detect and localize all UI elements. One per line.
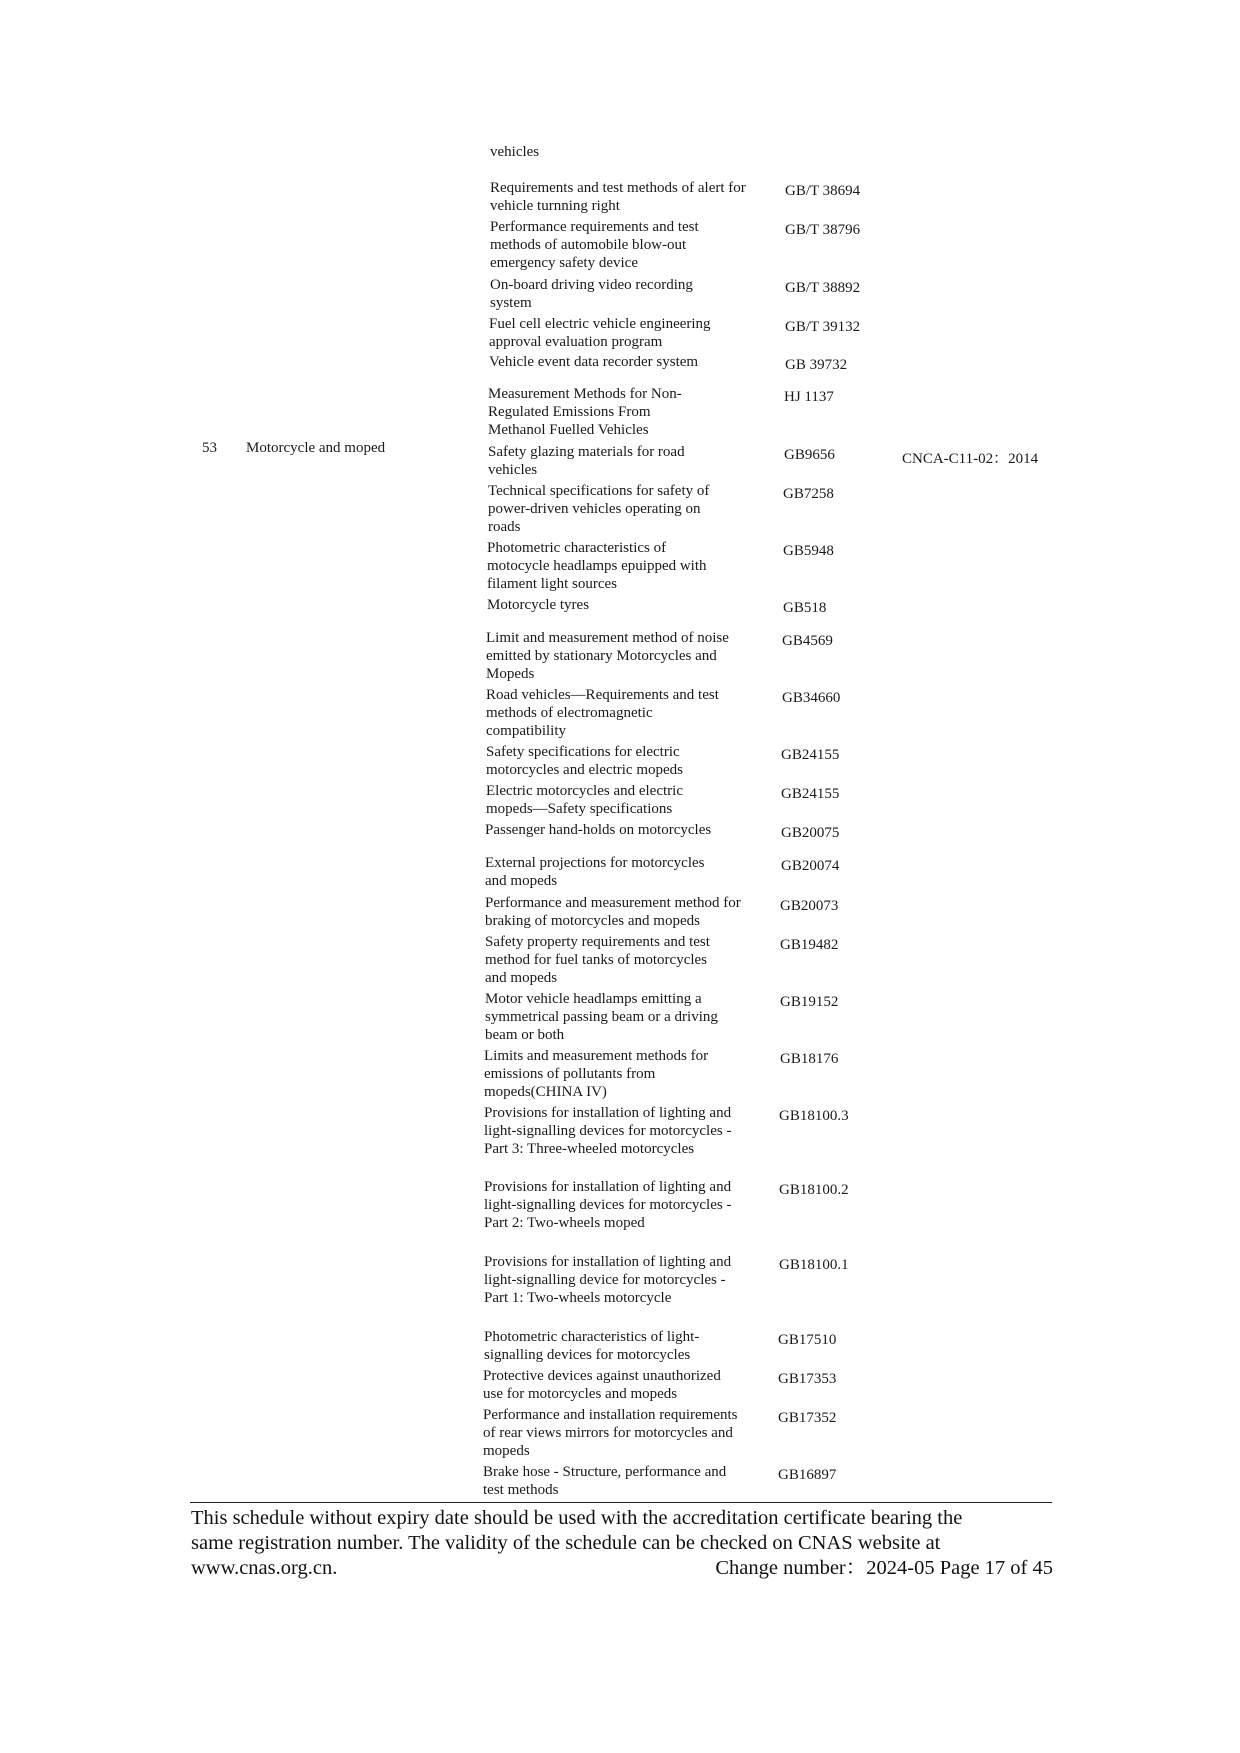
standard-title: Performance and measurement method for braking of motorcycles and mopeds [485, 895, 741, 929]
continued-title: vehicles [490, 144, 540, 160]
standard-number: GB19152 [780, 994, 839, 1010]
standard-number: GB24155 [781, 747, 840, 763]
standard-title: Safety property requirements and test method for fuel tanks of motorcycles and mopeds [485, 934, 710, 986]
standard-number: GB17353 [778, 1371, 837, 1387]
standard-title: On-board driving video recording system [490, 277, 693, 311]
standard-number: GB/T 38694 [785, 183, 861, 199]
footer-text: This schedule without expiry date should be used with the accreditation certificate bearing the [191, 1507, 963, 1529]
standard-title: Requirements and test methods of alert for vehicle turnning right [490, 180, 746, 214]
standard-title: External projections for motorcycles and mopeds [485, 855, 705, 889]
standard-number: GB19482 [780, 937, 839, 953]
footer-text: same registration number. The validity of the schedule can be checked on CNAS website at [191, 1532, 941, 1554]
standard-title: Provisions for installation of lighting and light-signalling devices for motorcycles - Part 3: Three-wheeled motorcycles [484, 1105, 732, 1157]
standard-title: Motor vehicle headlamps emitting a symmetrical passing beam or a driving beam or both [485, 991, 718, 1043]
standard-title: Motorcycle tyres [487, 597, 590, 613]
standard-title: Photometric characteristics of light-signalling devices for motorcycles [484, 1329, 700, 1363]
standard-title: Performance requirements and test methods of automobile blow-out emergency safety device [490, 219, 699, 271]
standard-number: GB17352 [778, 1410, 837, 1426]
standard-number: GB18100.1 [779, 1257, 849, 1273]
standard-number: GB/T 38892 [785, 280, 861, 296]
standard-title: Safety glazing materials for road vehicles [488, 444, 685, 478]
implementation-rule: CNCA-C11-02：2014 [902, 451, 1039, 467]
standard-number: GB18100.3 [779, 1108, 849, 1124]
product-name: Motorcycle and moped [246, 440, 386, 456]
standard-title: Protective devices against unauthorized use for motorcycles and mopeds [483, 1368, 721, 1402]
standard-title: Limits and measurement methods for emissions of pollutants from mopeds(CHINA IV) [484, 1048, 709, 1100]
standard-title: Brake hose - Structure, performance and test methods [483, 1464, 727, 1498]
standard-number: GB18100.2 [779, 1182, 849, 1198]
standard-title: Safety specifications for electric motorcycles and electric mopeds [486, 744, 684, 778]
standard-title: Limit and measurement method of noise emitted by stationary Motorcycles and Mopeds [486, 630, 729, 682]
standard-title: Technical specifications for safety of power-driven vehicles operating on roads [488, 483, 710, 535]
footer-line [191, 1506, 1053, 1531]
standard-title: Fuel cell electric vehicle engineering approval evaluation program [489, 316, 711, 350]
standard-number: GB18176 [780, 1051, 839, 1067]
standard-number: HJ 1137 [784, 389, 834, 405]
standard-number: GB/T 39132 [785, 319, 861, 335]
standard-title: Photometric characteristics of motocycle headlamps epuipped with filament light sources [487, 540, 707, 592]
standard-number: GB20075 [781, 825, 840, 841]
cnas-website: www.cnas.org.cn. [191, 1557, 338, 1579]
standard-title: Provisions for installation of lighting and light-signalling devices for motorcycles - Part 2: Two-wheels moped [484, 1179, 732, 1231]
standard-number: GB20073 [780, 898, 839, 914]
standard-number: GB34660 [782, 690, 841, 706]
standard-title: Passenger hand-holds on motorcycles [485, 822, 712, 838]
standard-number: GB4569 [782, 633, 833, 649]
standard-title: Vehicle event data recorder system [489, 354, 699, 370]
footer-line [191, 1531, 1053, 1556]
standard-number: GB5948 [783, 543, 834, 559]
change-number-page: Change number：2024-05 Page 17 of 45 [715, 1557, 1053, 1579]
item-number: 53 [202, 440, 217, 456]
standard-number: GB20074 [781, 858, 840, 874]
standard-number: GB518 [783, 600, 827, 616]
standard-number: GB/T 38796 [785, 222, 861, 238]
standard-number: GB7258 [783, 486, 834, 502]
standard-title: Measurement Methods for Non-Regulated Emissions From Methanol Fuelled Vehicles [488, 386, 682, 438]
standard-number: GB24155 [781, 786, 840, 802]
footer-line [191, 1556, 1053, 1581]
footer-divider [190, 1502, 1052, 1503]
page-footer [191, 1506, 1053, 1581]
standard-number: GB17510 [778, 1332, 837, 1348]
standard-title: Road vehicles—Requirements and test methods of electromagnetic compatibility [486, 687, 719, 739]
standard-number: GB16897 [778, 1467, 837, 1483]
standard-number: GB9656 [784, 447, 835, 463]
standard-title: Electric motorcycles and electric mopeds—Safety specifications [486, 783, 683, 817]
standard-title: Provisions for installation of lighting and light-signalling device for motorcycles - Part 1: Two-wheels motorcycle [484, 1254, 732, 1306]
standard-number: GB 39732 [785, 357, 848, 373]
standard-title: Performance and installation requirements of rear views mirrors for motorcycles and mopeds [483, 1407, 738, 1459]
